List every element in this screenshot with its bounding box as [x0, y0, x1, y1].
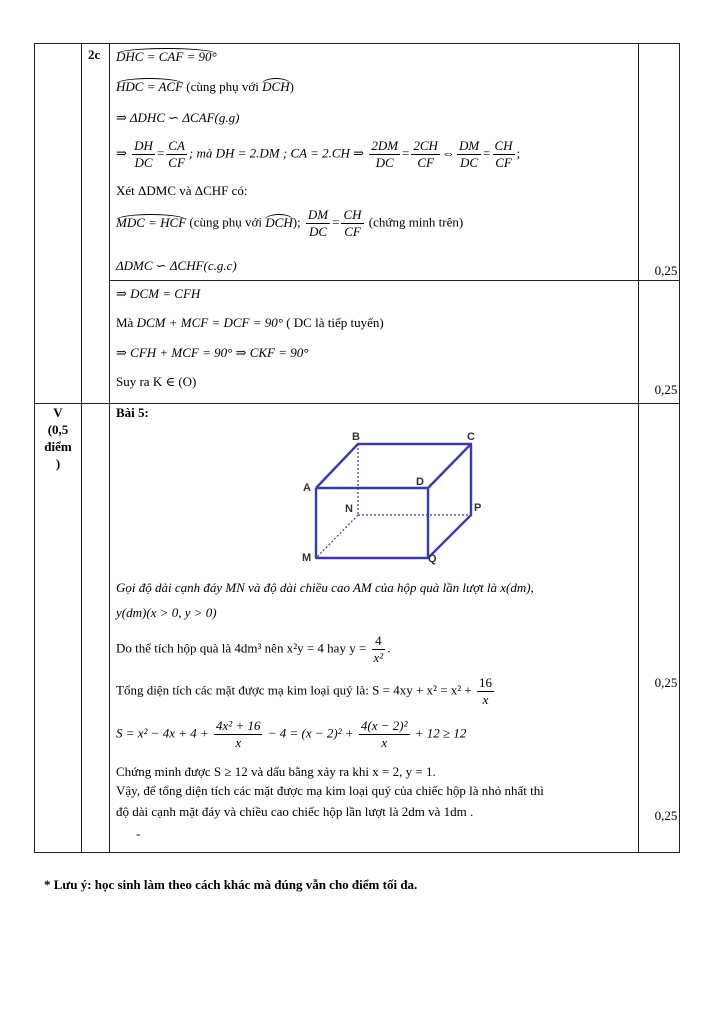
- conclusion-k-on-circle: Suy ra K ∈ (O): [116, 374, 197, 389]
- box-outline: [316, 444, 471, 558]
- eq-hdc-acf: HDC = ACF (cùng phụ với DCH): [116, 79, 294, 94]
- score-v-1: 0,25: [654, 675, 678, 690]
- col-divider-1: [81, 44, 82, 852]
- text-define-variables: Gọi độ dài cạnh đáy MN và độ dài chiều cao AM của hộp quà lần lượt là x(dm),: [116, 580, 534, 595]
- box-top-front-edge: [316, 444, 471, 488]
- section-points-1: (0,5: [47, 422, 69, 437]
- section-points-2: điểm: [44, 439, 72, 454]
- vertex-m: M: [302, 552, 312, 564]
- col-divider-2: [109, 44, 110, 852]
- vertex-a: A: [303, 482, 311, 494]
- vertex-d: D: [416, 476, 424, 488]
- vertex-n: N: [345, 503, 353, 515]
- row-divider-section: [35, 403, 680, 404]
- eq-similar-cgc: ΔDMC ∽ ΔCHF(c.g.c): [116, 258, 237, 273]
- problem-title: Bài 5:: [116, 405, 149, 420]
- score-2c-2: 0,25: [654, 382, 678, 397]
- footnote: * Lưu ý: học sinh làm theo cách khác mà đúng vẫn cho điểm tối đa.: [44, 877, 418, 892]
- text-conclusion-2: độ dài cạnh mặt đáy và chiều cao chiếc hộp lần lượt là 2dm và 1dm .: [116, 804, 474, 819]
- eq-surface-area: Tổng diện tích các mặt được mạ kim loại quý là: S = 4xy + x² = x² + $\frac{16}{x}$: [116, 675, 493, 708]
- vertex-q: Q: [428, 553, 437, 565]
- text-min-proof: Chứng minh được S ≥ 12 và dấu bằng xảy ra khi x = 2, y = 1.: [116, 764, 436, 779]
- row-divider-inner: [109, 280, 680, 281]
- text-variable-domain: y(dm)(x > 0, y > 0): [116, 605, 217, 620]
- part-label-2c: 2c: [88, 47, 101, 62]
- hidden-edge-nm: [316, 515, 358, 558]
- vertex-b: B: [352, 431, 360, 443]
- vertex-c: C: [467, 431, 475, 443]
- section-roman: V: [53, 405, 63, 420]
- eq-angle-sum: Mà DCM + MCF = DCF = 90° ( DC là tiếp tuyến): [116, 315, 384, 330]
- text-conclusion-1: Vậy, để tổng diện tích các mặt được mạ kim loại quý của chiếc hộp là nhỏ nhất thì: [116, 783, 544, 798]
- dash-mark: -: [136, 826, 141, 841]
- section-points-3: ): [55, 456, 61, 471]
- col-divider-3: [638, 44, 639, 852]
- score-2c-1: 0,25: [654, 263, 678, 278]
- box-diagram: [295, 425, 495, 565]
- consider-triangles: Xét ΔDMC và ΔCHF có:: [116, 183, 248, 198]
- eq-surface-transform: S = x² − 4x + 4 + $\frac{\text{4x² + 16}}{x}$ − 4 = (x − 2)² + $\frac{\text{4(x − 2)²}}{x}$ + 12 ≥ 12: [116, 718, 467, 751]
- eq-similar-triangles: ⇒ ΔDHC ∽ ΔCAF(g.g): [116, 110, 240, 125]
- vertex-p: P: [474, 502, 482, 514]
- eq-ratios: ⇒ $\frac{DH}{DC}$ = $\frac{CA}{CF}$ ; mà DH = 2.DM ; CA = 2.CH ⇒ $\frac{2DM}{DC}$ = $\frac{2CH}{CF}$ ⇔ $\frac{DM}{DC}$ = $\frac{CH}{CF}$ ;: [116, 138, 521, 171]
- score-v-2: 0,25: [654, 808, 678, 823]
- eq-dcm-cfh: ⇒ DCM = CFH: [116, 286, 201, 301]
- eq-mdc-hcf: MDC = HCF (cùng phụ với DCH); $\frac{DM}{DC}$ = $\frac{CH}{CF}$ (chứng minh trên): [116, 207, 464, 240]
- eq-volume: Do thể tích hộp quà là 4dm³ nên x²y = 4 hay y = $\frac{4}{\text{x²}}$ .: [116, 633, 391, 666]
- eq-dhc-caf: DHC = CAF = 90°: [116, 49, 217, 64]
- eq-ckf: ⇒ CFH + MCF = 90° ⇒ CKF = 90°: [116, 345, 309, 360]
